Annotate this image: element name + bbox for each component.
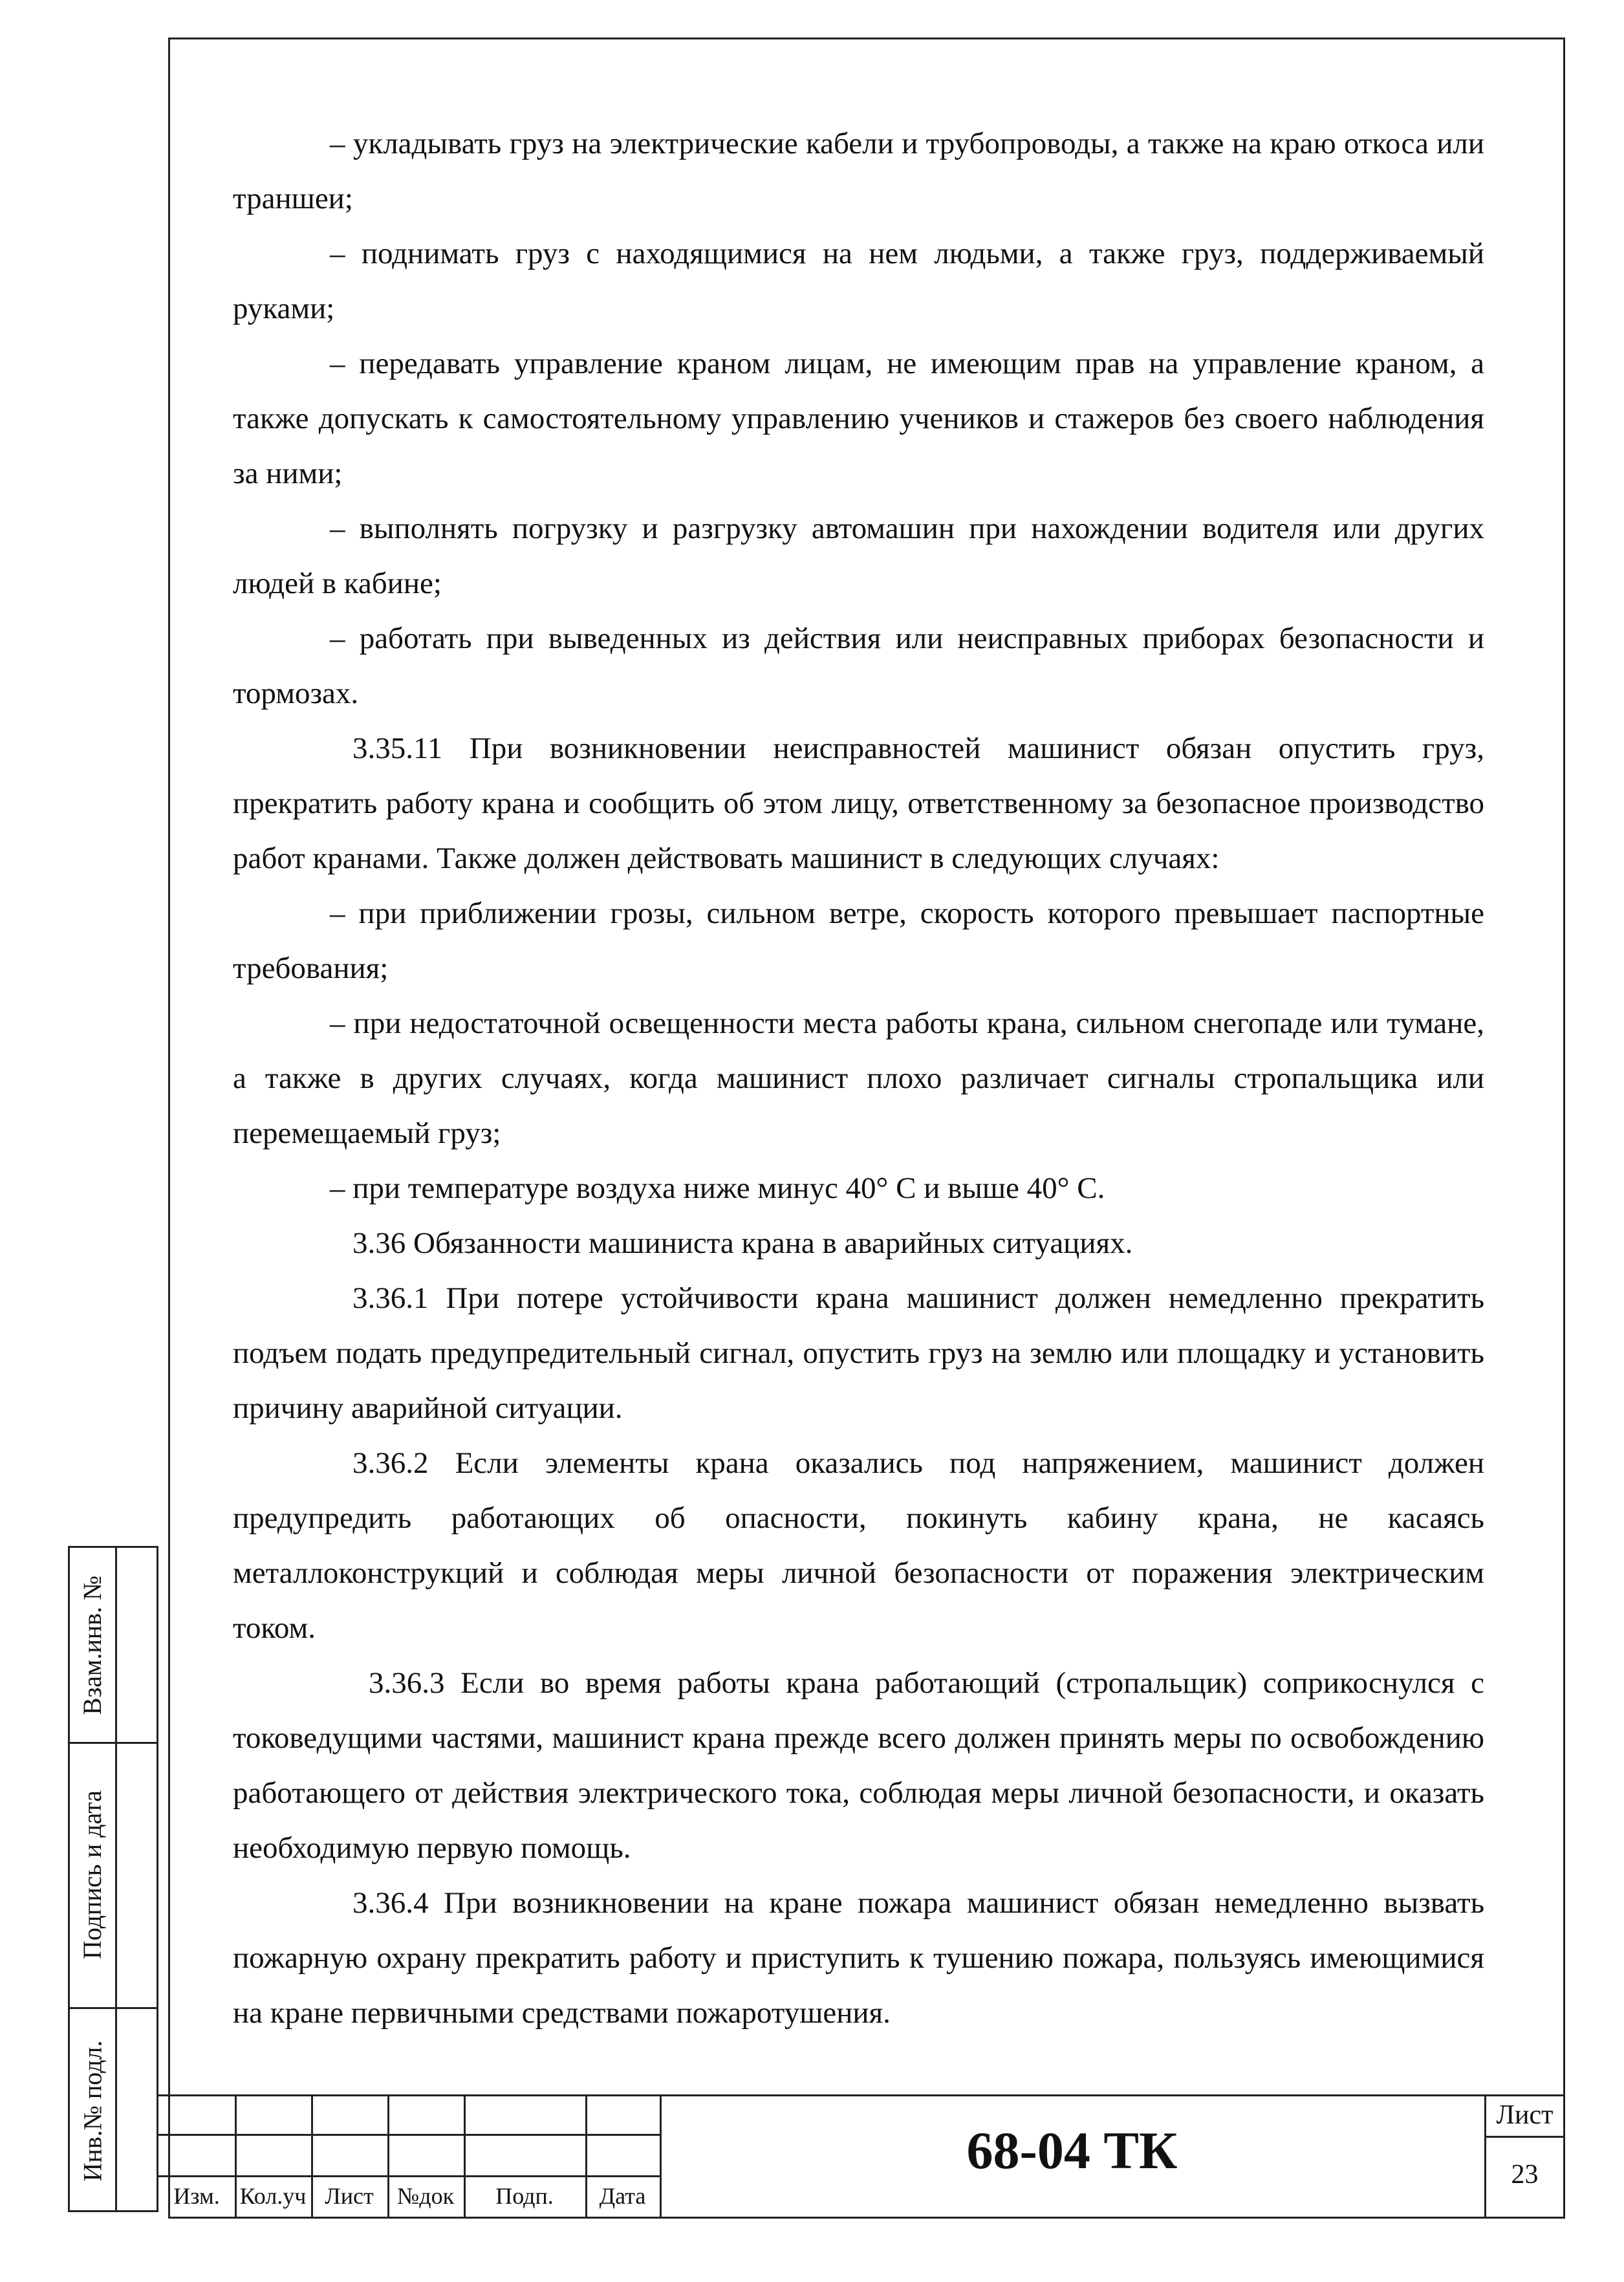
paragraph: 3.36.2 Если элементы крана оказались под напряжением, машинист должен предупредить работающих об опасности, покинуть кабину крана, не касаясь металлоконструкций и соблюдая меры личной безопасности от поражения электрическим током. xyxy=(233,1446,1484,1645)
signature-date-label: Подпись и дата xyxy=(78,1790,107,1959)
paragraph: 3.35.11 При возникновении неисправностей машинист обязан опустить груз, прекратить работу крана и сообщить об этом лицу, ответственному за безопасное производство работ кранами. Также должен действовать машинист в следующих случаях: xyxy=(233,732,1484,875)
stamp-cell xyxy=(70,2007,115,2214)
paragraph: – при температуре воздуха ниже минус 40° С и выше 40° С. xyxy=(330,1171,1105,1205)
paragraph: 3.36.4 При возникновении на кране пожара машинист обязан немедленно вызвать пожарную охрану прекратить работу и приступить к тушению пожара, пользуясь имеющимися на кране первичными средствами пожаротушения. xyxy=(233,1886,1484,2030)
title-block xyxy=(158,2094,1565,2219)
grid-row xyxy=(158,2136,660,2177)
paragraph: – поднимать груз с находящимися на нем людьми, а также груз, поддерживаемый руками; xyxy=(233,237,1484,325)
column-header: Лист xyxy=(325,2183,374,2209)
document-body xyxy=(233,116,1484,2041)
paragraph: – выполнять погрузку и разгрузку автомашин при нахождении водителя или других людей в кабине; xyxy=(233,512,1484,600)
stamp-cell xyxy=(70,1548,115,1742)
paragraph: – при недостаточной освещенности места работы крана, сильном снегопаде или тумане, а также в других случаях, когда машинист плохо различает сигналы стропальщика или перемещаемый груз; xyxy=(233,1006,1484,1150)
paragraph: – укладывать груз на электрические кабели и трубопроводы, а также на краю откоса или траншеи; xyxy=(233,127,1484,215)
sheet-number: 23 xyxy=(1511,2160,1539,2190)
grid-row xyxy=(1484,2136,1565,2138)
column-header: Изм. xyxy=(173,2183,220,2209)
paragraph: – при приближении грозы, сильном ветре, скорость которого превышает паспортные требования; xyxy=(233,896,1484,985)
side-stamp xyxy=(68,1546,158,2212)
sheet-label: Лист xyxy=(1496,2100,1554,2130)
paragraph: 3.36.1 При потере устойчивости крана машинист должен немедленно прекратить подъем подать предупредительный сигнал, опустить груз на землю или площадку и установить причину аварийной ситуации. xyxy=(233,1281,1484,1425)
paragraph: 3.36.3 Если во время работы крана работающий (стропальщик) соприкоснулся с токоведущими частями, машинист крана прежде всего должен принять меры по освобождению работающего от действия электрического тока, соблюдая меры личной безопасности, и оказать необходимую первую помощь. xyxy=(233,1666,1484,1865)
column-header: №док xyxy=(396,2183,455,2209)
column-header: Дата xyxy=(599,2183,646,2209)
paragraph: – работать при выведенных из действия или неисправных приборах безопасности и тормозах. xyxy=(233,622,1484,710)
stamp-cell xyxy=(70,1742,115,2007)
stamp-divider xyxy=(115,1548,117,2210)
grid-row xyxy=(158,2094,660,2136)
paragraph: 3.36 Обязанности машиниста крана в аварийных ситуациях. xyxy=(352,1226,1133,1260)
column-header: Кол.уч xyxy=(239,2183,307,2209)
paragraph: – передавать управление краном лицам, не имеющим прав на управление краном, а также допускать к самостоятельному управлению учеников и стажеров без своего наблюдения за ними; xyxy=(233,347,1484,490)
original-inventory-label: Инв.№ подл. xyxy=(78,2040,107,2181)
replacement-inventory-label: Взам.инв. № xyxy=(78,1575,107,1715)
column-header: Подп. xyxy=(495,2183,554,2209)
document-code: 68-04 ТК xyxy=(966,2121,1178,2180)
